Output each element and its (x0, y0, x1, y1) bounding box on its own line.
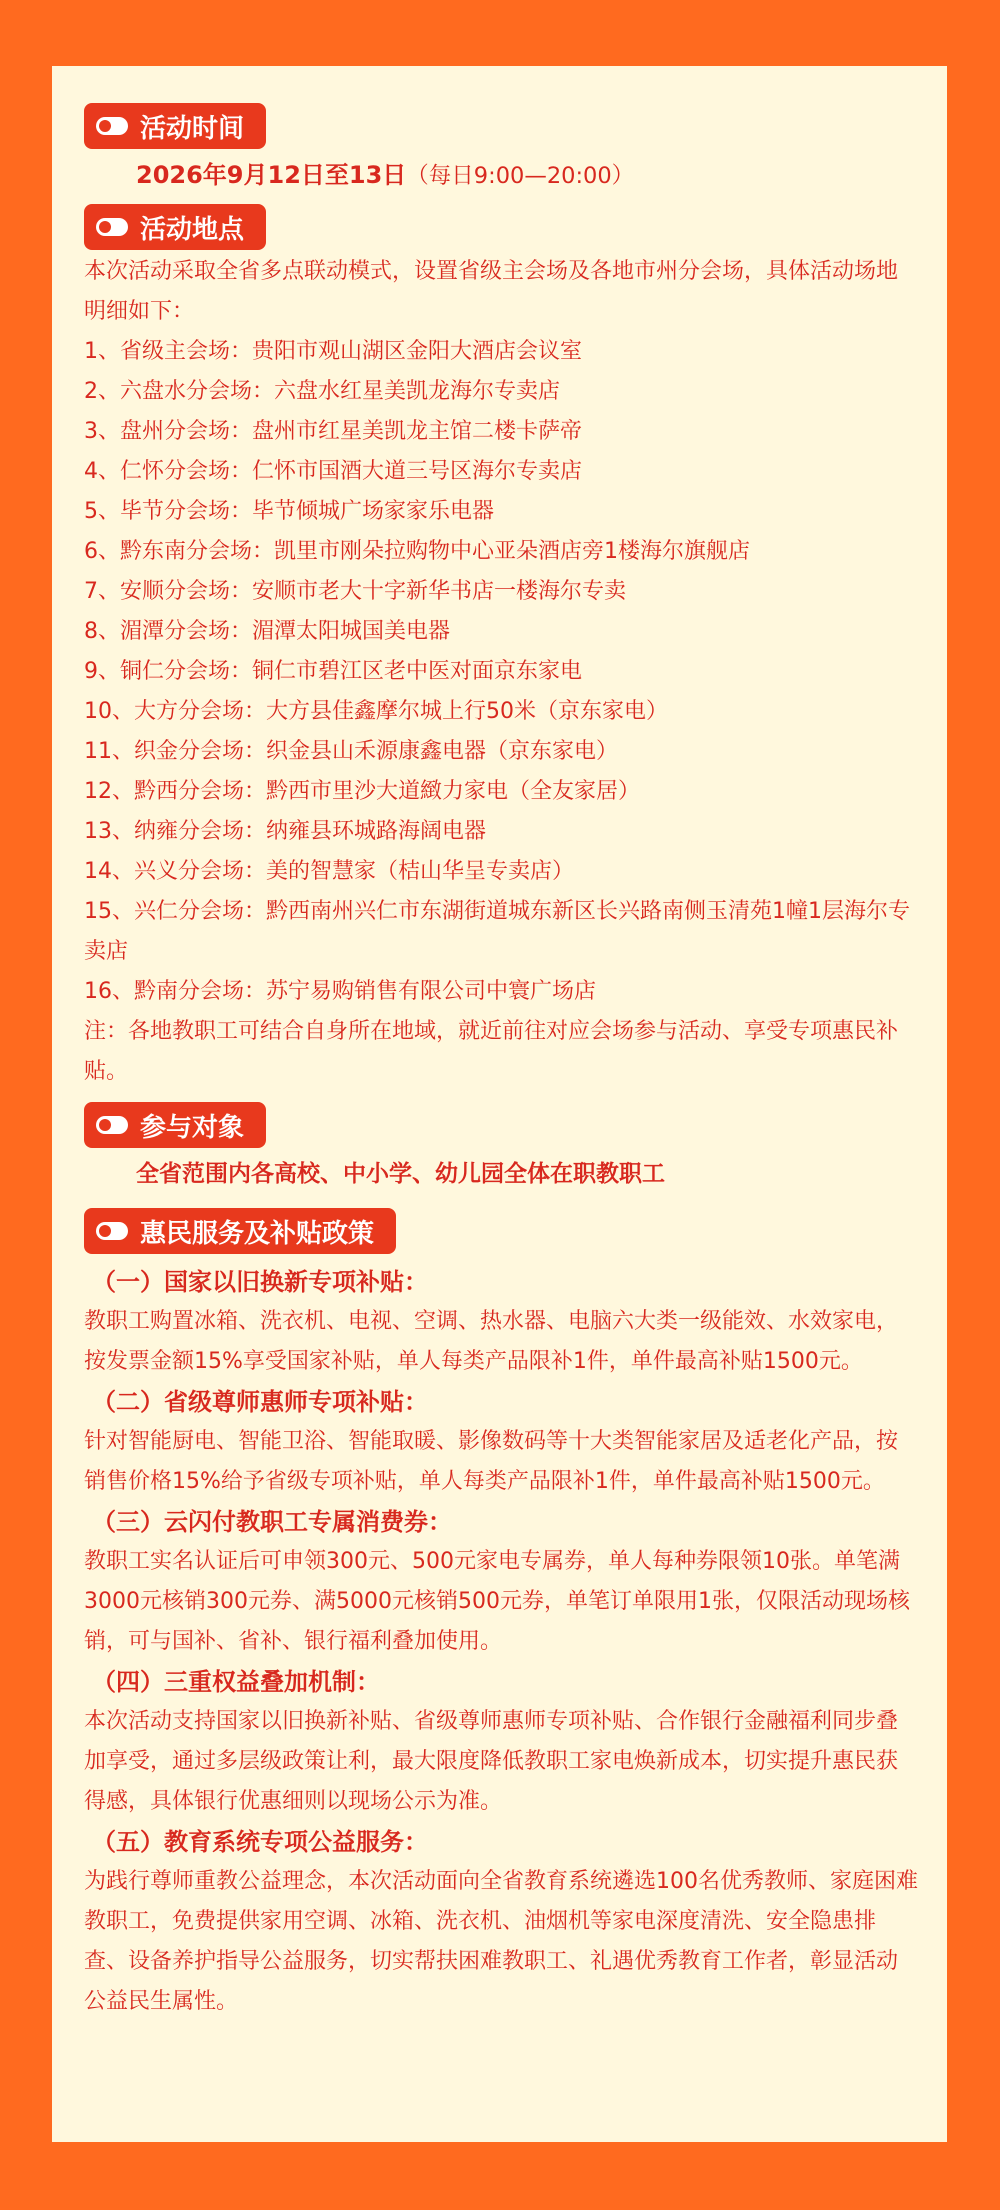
event-date: 2026年9月12日至13日 (136, 161, 407, 189)
venue-item: 2、六盘水分会场：六盘水红星美凯龙海尔专卖店 (84, 379, 560, 404)
section-badge-policy (84, 1208, 396, 1254)
venue-list (84, 332, 919, 1092)
venue-note: 注：各地教职工可结合自身所在地域，就近前往对应会场参与活动、享受专项惠民补贴。 (84, 1019, 899, 1084)
target-text: 全省范围内各高校、中小学、幼儿园全体在职教职工 (136, 1161, 665, 1187)
toggle-icon (96, 1116, 128, 1134)
section-title-time: 活动时间 (140, 113, 245, 144)
venue-item: 10、大方分会场：大方县佳鑫摩尔城上行50米（京东家电） (84, 699, 668, 724)
event-date-line (84, 157, 919, 194)
section-badge-venue (84, 204, 266, 250)
policy-heading: （五）教育系统专项公益服务： (92, 1828, 428, 1856)
venue-item: 16、黔南分会场：苏宁易购销售有限公司中寰广场店 (84, 979, 596, 1004)
venue-item: 3、盘州分会场：盘州市红星美凯龙主馆二楼卡萨帝 (84, 419, 582, 444)
policy-heading: （四）三重权益叠加机制： (92, 1668, 380, 1696)
section-title-policy: 惠民服务及补贴政策 (140, 1218, 375, 1249)
venue-item: 15、兴仁分会场：黔西南州兴仁市东湖街道城东新区长兴路南侧玉清苑1幢1层海尔专卖店 (84, 899, 910, 964)
policy-body: 为践行尊师重教公益理念，本次活动面向全省教育系统遴选100名优秀教师、家庭困难教职工，免费提供家用空调、冰箱、洗衣机、油烟机等家电深度清洗、安全隐患排查、设备养护指导公益服务，切实帮扶困难教职工、礼遇优秀教育工作者，彰显活动公益民生属性。 (84, 1869, 918, 2014)
policy-heading: （三）云闪付教职工专属消费券： (92, 1508, 452, 1536)
policy-body: 教职工实名认证后可申领300元、500元家电专属券，单人每种券限领10张。单笔满3000元核销300元券、满5000元核销500元券，单笔订单限用1张，仅限活动现场核销，可与国补、省补、银行福利叠加使用。 (84, 1549, 910, 1654)
venue-item: 6、黔东南分会场：凯里市刚朵拉购物中心亚朵酒店旁1楼海尔旗舰店 (84, 539, 750, 564)
policy-body: 教职工购置冰箱、洗衣机、电视、空调、热水器、电脑六大类一级能效、水效家电，按发票金额15%享受国家补贴，单人每类产品限补1件，单件最高补贴1500元。 (84, 1309, 899, 1374)
venue-item: 11、织金分会场：织金县山禾源康鑫电器（京东家电） (84, 739, 618, 764)
content-body (84, 103, 919, 2022)
venue-item: 13、纳雍分会场：纳雍县环城路海阔电器 (84, 819, 486, 844)
venue-intro: 本次活动采取全省多点联动模式，设置省级主会场及各地市州分会场，具体活动场地明细如下： (84, 259, 899, 324)
section-title-venue: 活动地点 (140, 214, 245, 245)
venue-item: 1、省级主会场：贵阳市观山湖区金阳大酒店会议室 (84, 339, 582, 364)
policy-body: 本次活动支持国家以旧换新补贴、省级尊师惠师专项补贴、合作银行金融福利同步叠加享受，通过多层级政策让利，最大限度降低教职工家电焕新成本，切实提升惠民获得感，具体银行优惠细则以现场公示为准。 (84, 1709, 899, 1814)
venue-item: 8、湄潭分会场：湄潭太阳城国美电器 (84, 619, 450, 644)
policy-heading: （二）省级尊师惠师专项补贴： (92, 1388, 428, 1416)
toggle-icon (96, 117, 128, 135)
policy-body: 针对智能厨电、智能卫浴、智能取暖、影像数码等十大类智能家居及适老化产品，按销售价格15%给予省级专项补贴，单人每类产品限补1件，单件最高补贴1500元。 (84, 1429, 899, 1494)
event-hours: （每日9:00—20:00） (406, 163, 635, 189)
section-title-target: 参与对象 (140, 1112, 245, 1143)
venue-item: 4、仁怀分会场：仁怀市国酒大道三号区海尔专卖店 (84, 459, 582, 484)
venue-item: 12、黔西分会场：黔西市里沙大道緻力家电（全友家居） (84, 779, 640, 804)
policy-list (84, 1262, 919, 2022)
venue-item: 9、铜仁分会场：铜仁市碧江区老中医对面京东家电 (84, 659, 582, 684)
content-panel (52, 66, 947, 2142)
venue-item: 14、兴义分会场：美的智慧家（桔山华呈专卖店） (84, 859, 574, 884)
section-badge-time (84, 103, 266, 149)
policy-heading: （一）国家以旧换新专项补贴： (92, 1268, 428, 1296)
toggle-icon (96, 1222, 128, 1240)
venue-item: 7、安顺分会场：安顺市老大十字新华书店一楼海尔专卖 (84, 579, 626, 604)
toggle-icon (96, 218, 128, 236)
venue-item: 5、毕节分会场：毕节倾城广场家家乐电器 (84, 499, 494, 524)
section-badge-target (84, 1102, 266, 1148)
